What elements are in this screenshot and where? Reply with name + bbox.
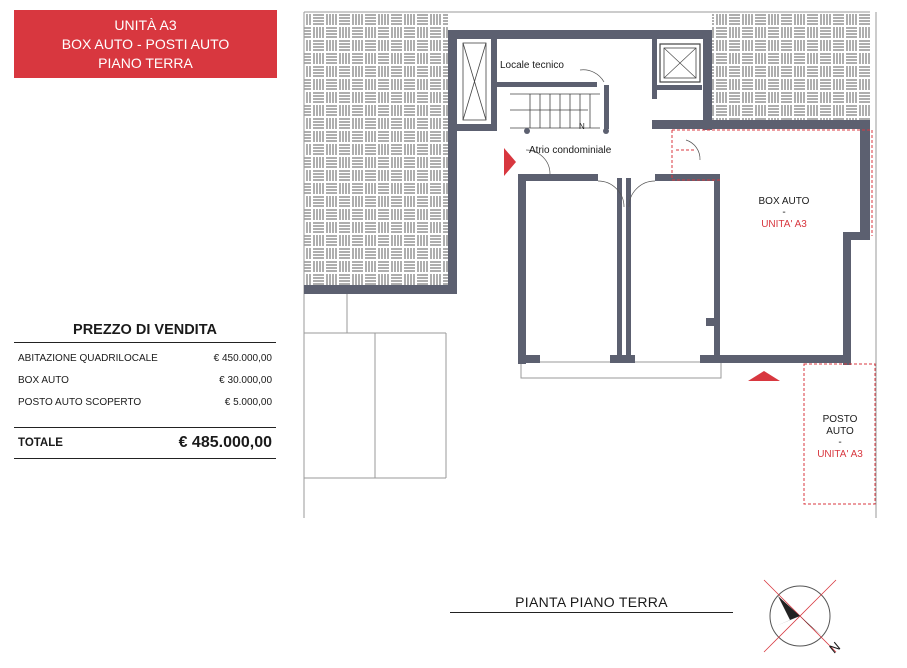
price-row-value: € 450.000,00: [213, 352, 272, 364]
banner-unit: UNITÀ A3: [114, 17, 177, 33]
posto-auto-unit: UNITA' A3: [817, 449, 863, 460]
entrance-arrow-icon: [504, 148, 516, 176]
room-label-atrio: Atrio condominiale: [529, 145, 612, 156]
banner-floor: PIANO TERRA: [98, 55, 193, 71]
garage-entrance-arrow-icon: [748, 371, 780, 381]
lift: [660, 44, 700, 82]
posto-auto-separator: -: [838, 437, 842, 448]
box-auto-label: BOX AUTO: [758, 196, 810, 207]
plan-title: PIANTA PIANO TERRA: [450, 594, 733, 613]
price-row-label: BOX AUTO: [18, 374, 69, 386]
box-auto-separator: -: [782, 207, 786, 218]
price-title: PREZZO DI VENDITA: [14, 318, 276, 343]
price-row-value: € 30.000,00: [219, 374, 272, 386]
banner-subtitle: BOX AUTO - POSTI AUTO: [61, 36, 230, 52]
room-label-locale-tecnico: Locale tecnico: [500, 60, 564, 71]
door-swings: [526, 70, 700, 207]
price-row-label: POSTO AUTO SCOPERTO: [18, 396, 142, 408]
total-label: TOTALE: [18, 437, 63, 449]
price-row-label: ABITAZIONE QUADRILOCALE: [18, 352, 158, 364]
posto-auto-label-1: POSTO: [822, 414, 858, 425]
stair-marker: N: [579, 122, 585, 131]
total-value: € 485.000,00: [178, 434, 272, 451]
compass-north-label: N: [826, 638, 844, 657]
price-row-value: € 5.000,00: [224, 396, 272, 408]
posto-auto-label-2: AUTO: [826, 426, 854, 437]
box-auto-unit: UNITA' A3: [761, 219, 807, 230]
compass-icon: [764, 580, 836, 652]
